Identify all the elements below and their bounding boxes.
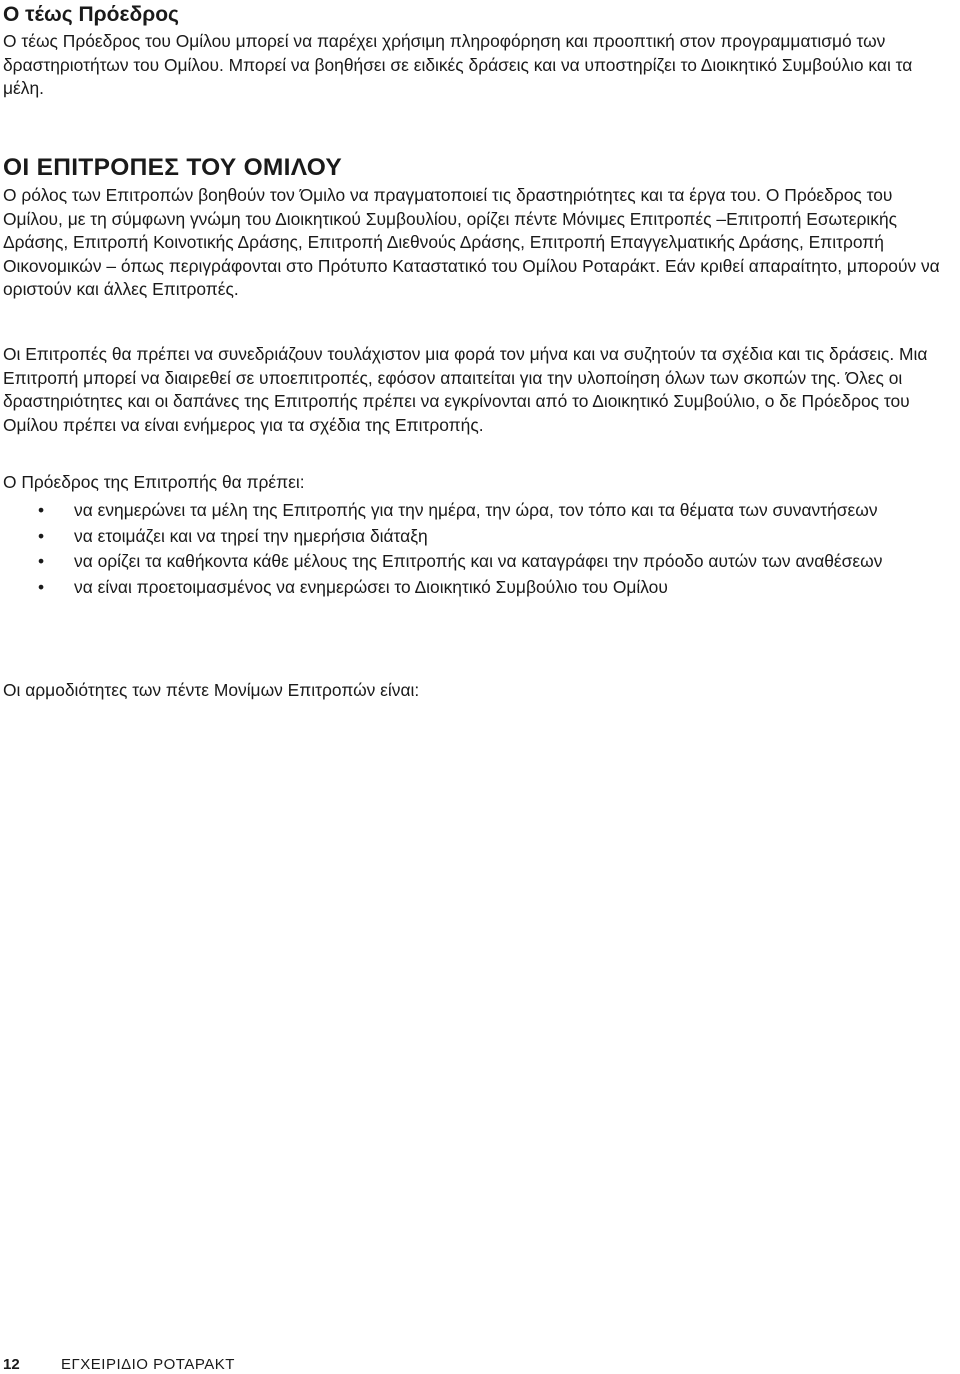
page-number: 12 [3,1356,20,1373]
bullet-icon: • [38,576,45,597]
committee-chair-duties-list [3,498,955,600]
list-item [3,498,955,524]
section-title-committees: ΟΙ ΕΠΙΤΡΟΠΕΣ ΤΟΥ ΟΜΙΛΟΥ [3,154,343,181]
committees-meetings-paragraph: Οι Επιτροπές θα πρέπει να συνεδριάζουν τουλάχιστον μια φορά τον μήνα και να συζητούν τα σχέδια και τις δράσεις. Μια Επιτροπή μπορεί να διαιρεθεί σε υποεπιτροπές, εφόσον απαιτείται για την υλοποίηση όλων των σκοπών της. Όλες οι δραστηριότητες και οι δαπάνες της Επιτροπής πρέπει να εγκρίνονται από το Διοικητικό Συμβούλιο, ο δε Πρόεδρος του Ομίλου πρέπει να είναι ενήμερος για τα σχέδια της Επιτροπής. [3,344,928,435]
committees-intro-paragraph: Ο ρόλος των Επιτροπών βοηθούν τον Όμιλο να πραγματοποιεί τις δραστηριότητες και τα έργα του. Ο Πρόεδρος του Ομίλου, με τη σύμφωνη γνώμη του Διοικητικού Συμβουλίου, ορίζει πέντε Μόνιμες Επιτροπές –Επιτροπή Εσωτερικής Δράσης, Επιτροπή Κοινοτικής Δράσης, Επιτροπή Διεθνούς Δράσης, Επιτροπή Επαγγελματικής Δράσης, Επιτροπή Οικονομικών – όπως περιγράφονται στο Πρότυπο Καταστατικό του Ομίλου Ροταράκτ. Εάν κριθεί απαραίτητο, μπορούν να οριστούν και άλλες Επιτροπές. [3,185,940,300]
list-item-text: να ορίζει τα καθήκοντα κάθε μέλους της Επιτροπής και να καταγράφει την πρόοδο αυτών των αναθέσεων [74,551,883,571]
footer-document-title: ΕΓΧΕΙΡΙΔΙΟ ΡΟΤΑΡΑΚΤ [61,1356,235,1373]
list-item [3,575,955,601]
page-footer [3,1356,235,1374]
list-item-text: να είναι προετοιμασμένος να ενημερώσει το Διοικητικό Συμβούλιο του Ομίλου [74,576,668,597]
list-item-text: να ενημερώνει τα μέλη της Επιτροπής για την ημέρα, την ώρα, τον τόπο και τα θέματα των συναντήσεων [74,500,878,520]
list-item [3,549,955,575]
section-title-past-president: Ο τέως Πρόεδρος [3,3,179,26]
bullet-icon: • [38,525,45,546]
committee-chair-lead-in: Ο Πρόεδρος της Επιτροπής θα πρέπει: [3,472,305,492]
standing-committees-lead-in: Οι αρμοδιότητες των πέντε Μονίμων Επιτροπών είναι: [3,680,420,700]
past-president-paragraph: Ο τέως Πρόεδρος του Ομίλου μπορεί να παρέχει χρήσιμη πληροφόρηση και προοπτική στον προγραμματισμό των δραστηριοτήτων του Ομίλου. Μπορεί να βοηθήσει σε ειδικές δράσεις και να υποστηρίζει το Διοικητικό Συμβούλιο και τα μέλη. [3,31,913,99]
list-item-text: να ετοιμάζει και να τηρεί την ημερήσια διάταξη [74,525,428,546]
bullet-icon: • [38,551,45,571]
list-item [3,524,955,550]
bullet-icon: • [38,500,45,520]
